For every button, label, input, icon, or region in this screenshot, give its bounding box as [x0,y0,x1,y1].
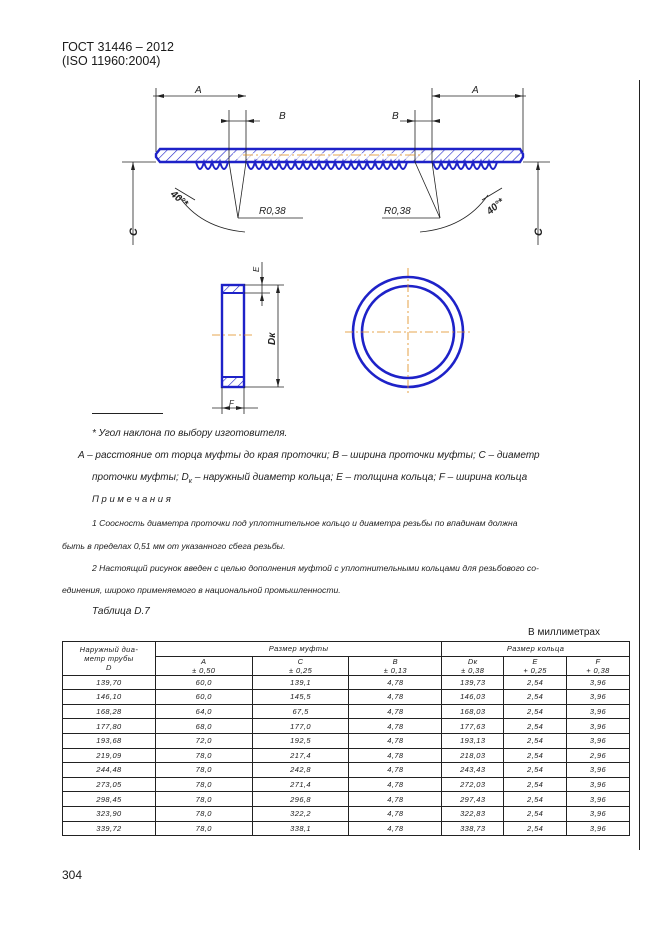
subheader-col: B ± 0,13 [349,656,442,675]
table-cell: 323,90 [63,806,156,821]
table-cell: 139,70 [63,675,156,690]
table-body [63,675,630,836]
table-cell: 168,28 [63,704,156,719]
table-cell: 60,0 [155,690,252,705]
table-row [63,821,630,836]
table-cell: 4,78 [349,675,442,690]
table-cell: 4,78 [349,792,442,807]
subheader-col: C ± 0,25 [252,656,349,675]
table-cell: 4,78 [349,719,442,734]
legend-line-2: проточки муфты; $D_к$ – наружный диаметр кольца; E – толщина кольца; F – ширина кольца [92,472,528,485]
legend-line-1: A – расстояние от торца муфты до края проточки; B – ширина проточки муфты; C – диаметр [78,450,540,461]
table-cell: 3,96 [567,777,630,792]
table-cell: 64,0 [155,704,252,719]
table-cell: 60,0 [155,675,252,690]
table-cell: 78,0 [155,792,252,807]
table-cell: 296,8 [252,792,349,807]
table-cell: 68,0 [155,719,252,734]
table-cell: 4,78 [349,748,442,763]
table-cell: 243,43 [442,763,504,778]
table-cell: 139,73 [442,675,504,690]
note-1-line-1: 1 Соосность диаметра проточки под уплотнительное кольцо и диаметра резьбы по впадинам должна [92,518,518,528]
table-cell: 3,96 [567,821,630,836]
subheader-col: E + 0,25 [504,656,567,675]
label-e: E [252,266,261,272]
table-cell: 338,1 [252,821,349,836]
table-row [63,806,630,821]
data-table [62,641,630,836]
table-cell: 4,78 [349,763,442,778]
table-cell: 242,8 [252,763,349,778]
table-cell: 168,03 [442,704,504,719]
table-row [63,748,630,763]
standard-number: ГОСТ 31446 – 2012 [62,40,174,54]
table-cell: 272,03 [442,777,504,792]
table-cell: 217,4 [252,748,349,763]
table-cell: 78,0 [155,821,252,836]
table-cell: 2,54 [504,792,567,807]
table-cell: 4,78 [349,821,442,836]
table-cell: 4,78 [349,806,442,821]
table-cell: 2,54 [504,821,567,836]
table-cell: 2,96 [567,748,630,763]
table-cell: 3,96 [567,792,630,807]
coupling-section [156,149,523,162]
header-pipe-diameter: Наружный диа- метр трубы D [63,642,156,676]
label-b-left: B [279,111,286,122]
table-cell: 3,96 [567,704,630,719]
subheader-col: F + 0,38 [567,656,630,675]
technical-drawing [0,0,661,420]
table-cell: 2,54 [504,704,567,719]
footnote-text: * Угол наклона по выбору изготовителя. [92,428,288,439]
table-cell: 2,54 [504,675,567,690]
table-row [63,792,630,807]
table-cell: 78,0 [155,763,252,778]
table-cell: 3,96 [567,806,630,821]
table-cell: 177,63 [442,719,504,734]
table-cell: 146,03 [442,690,504,705]
table-cell: 193,13 [442,733,504,748]
header-coupling: Размер муфты [155,642,441,657]
iso-reference: (ISO 11960:2004) [62,54,161,68]
table-cell: 193,68 [63,733,156,748]
table-caption: Таблица D.7 [92,606,150,617]
header-ring: Размер кольца [442,642,630,657]
table-row [63,690,630,705]
thread-tooth-run [247,162,407,169]
note-1-line-2: быть в пределах 0,51 мм от указанного сбега резьбы. [62,541,286,551]
table-cell: 78,0 [155,777,252,792]
table-cell: 219,09 [63,748,156,763]
table-cell: 271,4 [252,777,349,792]
angle-right: 40°* [484,196,507,218]
label-c-left: C [128,228,140,236]
table-cell: 192,5 [252,733,349,748]
table-cell: 322,2 [252,806,349,821]
ring-front-centerlines [345,268,471,396]
table-cell: 78,0 [155,806,252,821]
table-cell: 244,48 [63,763,156,778]
table-cell: 78,0 [155,748,252,763]
table-row [63,777,630,792]
footnote-rule [92,413,163,414]
table-cell: 4,78 [349,690,442,705]
table-cell: 2,54 [504,690,567,705]
notes-title: П р и м е ч а н и я [92,494,171,505]
table-cell: 2,54 [504,733,567,748]
note-2-line-2: единения, широко применяемого в национальной промышленности. [62,585,341,595]
label-a-right: A [472,85,479,96]
table-cell: 298,45 [63,792,156,807]
label-b-right: B [392,111,399,122]
label-f: F [229,399,234,408]
table-cell: 146,10 [63,690,156,705]
table-cell: 218,03 [442,748,504,763]
radius-left: R0,38 [259,206,286,217]
table-cell: 2,54 [504,777,567,792]
label-dk: Dк [267,332,278,345]
table-row [63,675,630,690]
table-cell: 339,72 [63,821,156,836]
table-cell: 177,0 [252,719,349,734]
subheader-col: Dк ± 0,38 [442,656,504,675]
table-row [63,704,630,719]
table-cell: 177,80 [63,719,156,734]
table-cell: 2,54 [504,748,567,763]
table-cell: 3,96 [567,719,630,734]
ring-section [222,285,244,387]
table-cell: 4,78 [349,733,442,748]
table-row [63,763,630,778]
table-row [63,719,630,734]
table-cell: 4,78 [349,704,442,719]
radius-right: R0,38 [384,206,411,217]
angle-left: 40°* [168,188,190,210]
table-cell: 2,54 [504,719,567,734]
table-cell: 145,5 [252,690,349,705]
table-cell: 3,96 [567,763,630,778]
table-units: В миллиметрах [528,627,600,638]
table-cell: 67,5 [252,704,349,719]
table-cell: 72,0 [155,733,252,748]
table-cell: 273,05 [63,777,156,792]
table-cell: 2,54 [504,806,567,821]
subheader-col: A ± 0,50 [155,656,252,675]
table-cell: 338,73 [442,821,504,836]
label-a-left: A [195,85,202,96]
table-cell: 3,96 [567,675,630,690]
table-row [63,733,630,748]
table-cell: 322,83 [442,806,504,821]
page-number: 304 [62,868,83,882]
table-cell: 139,1 [252,675,349,690]
label-c-right: C [533,228,545,236]
table-cell: 3,96 [567,733,630,748]
table-cell: 3,96 [567,690,630,705]
table-cell: 297,43 [442,792,504,807]
note-2-line-1: 2 Настоящий рисунок введен с целью дополнения муфтой с уплотнительными кольцами для резьбового со- [92,563,539,573]
table-cell: 4,78 [349,777,442,792]
table-cell: 2,54 [504,763,567,778]
